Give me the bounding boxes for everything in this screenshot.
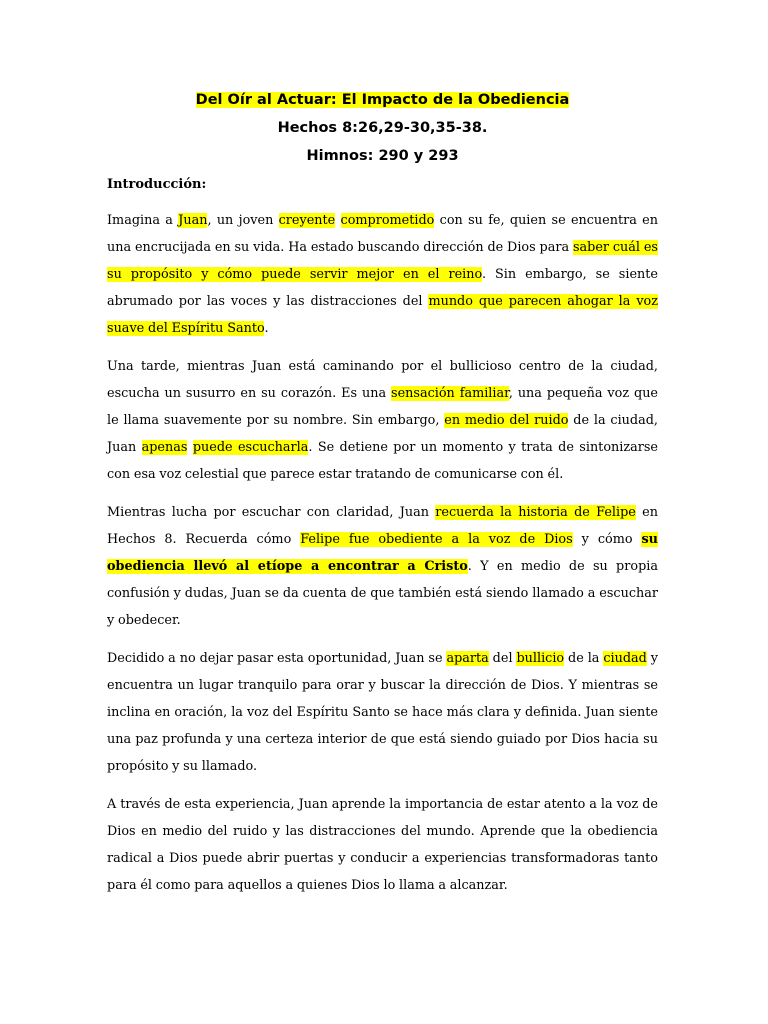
text-segment: en Hechos 8. Recuerda cómo	[107, 505, 658, 547]
highlighted-text: aparta	[446, 651, 489, 666]
highlighted-text: comprometido	[340, 213, 435, 228]
highlighted-text: sensación familiar	[391, 386, 509, 401]
text-segment: . Y en medio de su propia confusión y dudas, Juan se da cuenta de que también está siendo llamado a escuchar y obedecer.	[107, 559, 658, 628]
highlighted-text: saber cuál es su propósito y cómo puede servir mejor en el reino	[107, 240, 658, 282]
paragraph-1	[107, 207, 658, 342]
text-segment: de la ciudad, Juan	[107, 413, 658, 455]
text-segment: Imagina a	[107, 213, 179, 228]
text-segment: del	[488, 651, 517, 666]
highlighted-text: en medio del ruido	[444, 413, 569, 428]
text-segment: de la	[564, 651, 604, 666]
paragraph-4	[107, 645, 658, 780]
text-segment: .	[264, 321, 269, 336]
document-page	[107, 88, 658, 899]
text-segment	[335, 213, 340, 228]
text-segment: con su fe, quien se encuentra en una encrucijada en su vida. Ha estado buscando dirección de Dios para	[107, 213, 658, 255]
highlighted-text: mundo que parecen ahogar la voz suave del Espíritu Santo	[107, 294, 658, 336]
highlighted-text: recuerda la historia de Felipe	[435, 505, 636, 520]
highlighted-text: bullicio	[516, 651, 565, 666]
text-segment: Una tarde, mientras Juan está caminando por el bullicioso centro de la ciudad, escucha un susurro en su corazón. Es una	[107, 359, 658, 401]
paragraph-3	[107, 499, 658, 634]
highlighted-text: Juan	[178, 213, 208, 228]
highlighted-text: ciudad	[603, 651, 647, 666]
text-segment: , una pequeña voz que le llama suavemente por su nombre. Sin embargo,	[107, 386, 659, 428]
text-segment: . Sin embargo, se siente abrumado por las voces y las distracciones del	[107, 267, 658, 309]
highlighted-bold-text: su obediencia llevó al etíope a encontrar a Cristo	[107, 532, 658, 574]
text-segment: A través de esta experiencia, Juan aprende la importancia de estar atento a la voz de Dios en medio del ruido y las distracciones del mundo. Aprende que la obediencia radical a Dios puede abrir puertas y conducir a experiencias transformadoras tanto para él como para aquellos a quienes Dios lo llama a alcanzar.	[107, 797, 658, 893]
title-block	[107, 88, 658, 168]
text-segment: , un joven	[207, 213, 279, 228]
paragraph-2	[107, 353, 658, 488]
text-segment: y encuentra un lugar tranquilo para orar y buscar la dirección de Dios. Y mientras se inclina en oración, la voz del Espíritu Santo se hace más clara y definida. Juan siente una paz profunda y una certeza interior de que está siendo guiado por Dios hacia su propósito y su llamado.	[107, 651, 658, 774]
highlighted-text: apenas	[141, 440, 188, 455]
body-text	[107, 207, 658, 899]
text-segment: Decidido a no dejar pasar esta oportunidad, Juan se	[107, 651, 447, 666]
highlighted-text: creyente	[278, 213, 336, 228]
intro-heading: Introducción:	[107, 177, 207, 192]
document-title: Del Oír al Actuar: El Impacto de la Obediencia	[195, 92, 570, 108]
paragraph-5	[107, 791, 658, 899]
scripture-reference: Hechos 8:26,29-30,35-38.	[277, 120, 488, 136]
highlighted-text: puede escucharla	[192, 440, 309, 455]
text-segment: y cómo	[572, 532, 642, 547]
hymns-line: Himnos: 290 y 293	[306, 148, 459, 164]
document-title-line	[107, 88, 658, 112]
highlighted-text: Felipe fue obediente a la voz de Dios	[300, 532, 573, 547]
text-segment: Mientras lucha por escuchar con claridad, Juan	[107, 505, 436, 520]
text-segment: . Se detiene por un momento y trata de sintonizarse con esa voz celestial que parece estar tratando de comunicarse con él.	[107, 440, 658, 482]
